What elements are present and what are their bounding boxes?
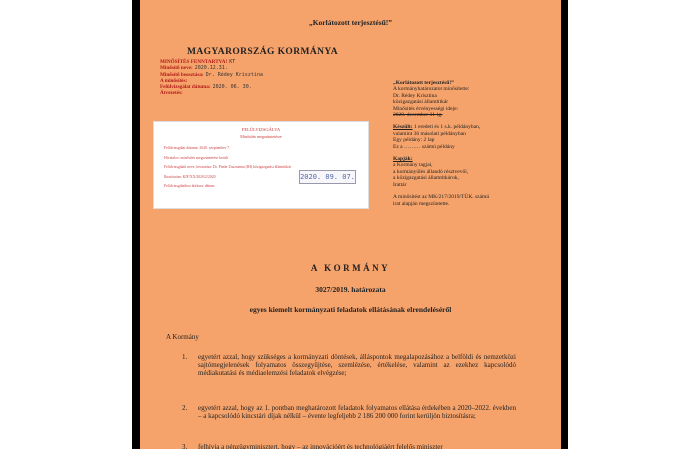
right-margin bbox=[568, 0, 700, 449]
item-text: egyetért azzal, hogy az 1. pontban meghatározott feladatok folyamatos ellátása érdekében a 2020–2022. években – a kapcsolódó kincstári díjak nélkül – évente legfeljebb 2 186 200 000 forint kerüljön biztosításra; bbox=[198, 404, 516, 421]
review-stamp bbox=[153, 121, 369, 209]
classification-line: Felülvizsgálat dátuma: bbox=[160, 84, 211, 91]
item-text: egyetért azzal, hogy szükséges a kormányzati döntések, álláspontok megalapozásához a belföldi és nemzetközi sajtómegjelenések folyamatos összegyűjtése, szemlézése, értékelése, valamint az ezekhez kapcsolódó médiakutatási és médiaelemzési feladatok elvégzése; bbox=[198, 353, 516, 378]
restricted-header: „Korlátozott terjesztésű!” bbox=[308, 18, 393, 27]
right-line: irat alapján megszüntette. bbox=[393, 200, 450, 207]
list-item bbox=[182, 353, 516, 377]
classification-line: Átvezetés: bbox=[160, 90, 183, 97]
classification-line: Minősítő beosztása: bbox=[160, 71, 204, 78]
stamp-line: Felülvizsgálat dátuma: 2020. szeptember 7. bbox=[164, 146, 231, 150]
handwritten-value: Dr. Rédey Krisztina bbox=[205, 71, 263, 78]
right-line: közigazgatási államtitkár bbox=[393, 99, 449, 106]
item-number: 3. bbox=[182, 443, 188, 449]
classification-line: Minősítő neve: bbox=[160, 65, 193, 72]
distribution-block bbox=[393, 80, 553, 213]
item-number: 2. bbox=[182, 404, 188, 412]
decision-number: 3027/2019. határozata bbox=[315, 285, 386, 294]
item-number: 1. bbox=[182, 353, 188, 361]
right-line: valamint 36 másolati példányban bbox=[393, 130, 466, 137]
decision-heading: A KORMÁNY bbox=[310, 263, 391, 273]
stamp-lines bbox=[164, 144, 291, 192]
decision-title: egyes kiemelt kormányzati feladatok ellátásának elrendeléséről bbox=[249, 305, 452, 314]
list-item bbox=[182, 404, 516, 420]
right-line: a közigazgatási államtitkárok, bbox=[393, 175, 459, 182]
classification-line: A minősítés: bbox=[160, 77, 188, 84]
left-margin bbox=[0, 0, 132, 449]
item-text: felhívja a pénzügyminisztert, hogy – az innovációért és technológiáért felelős miniszter bbox=[198, 443, 443, 449]
right-line: Ez a ……… számú példány bbox=[393, 143, 455, 150]
right-line: Dr. Rédey Krisztina bbox=[393, 92, 437, 99]
stamp-subtitle: Minősítés megszüntetésre bbox=[240, 134, 282, 139]
right-line: a kormányülés állandó résztvevői, bbox=[393, 168, 469, 175]
classification-block bbox=[160, 59, 263, 97]
handwritten-value: 2020. 06. 30. bbox=[212, 84, 252, 91]
stamp-signature: 2020. 09. 07. bbox=[299, 170, 356, 184]
handwritten-value: 2020.12.31. bbox=[194, 65, 228, 72]
right-line: Irattár bbox=[393, 181, 407, 188]
stamp-title: FELÜLVIZSGÁLVA bbox=[241, 127, 281, 132]
stamp-line: Hivatalos: minősítés megszüntetése került bbox=[164, 155, 229, 160]
document-page bbox=[140, 0, 561, 449]
right-line: A minősítést az MK/217/2019/TÜK. számú bbox=[393, 194, 490, 201]
government-title: MAGYARORSZÁG KORMÁNYA bbox=[187, 47, 338, 57]
right-line: a Kormány tagjai, bbox=[393, 162, 433, 169]
intro-text: A Kormány bbox=[166, 333, 199, 341]
stamp-line: Felülvizsgálathoz átírásra: dátum bbox=[164, 184, 215, 188]
classification-line: MINŐSÍTÉS FENNTARTVA! bbox=[160, 59, 228, 65]
right-line: Egy példány: 2 lap bbox=[393, 137, 435, 144]
stamp-line: Felülvizsgálati neve, beosztása: Dr. Pintér Zsuzsanna (IH) közigazgatási államtitkár bbox=[164, 165, 292, 169]
keszult-label: Készült: bbox=[393, 124, 413, 131]
keszult-text: 1 eredeti és 1 s.k. példányban, bbox=[413, 124, 481, 131]
restricted-label: „Korlátozott terjesztésű!” bbox=[393, 80, 454, 86]
right-line: A kormányhatározatot minősítette: bbox=[393, 86, 470, 93]
kapjak-label: Kapják: bbox=[393, 156, 413, 163]
stamp-line: Iktatószám: KIF/XX/2020/2/2020 bbox=[164, 174, 216, 179]
handwritten-value: KT bbox=[229, 59, 236, 65]
list-item bbox=[182, 443, 516, 449]
right-line: Minősítés érvényességi ideje: bbox=[393, 105, 459, 112]
validity-date: 2020. december 31-ig. bbox=[393, 112, 443, 119]
